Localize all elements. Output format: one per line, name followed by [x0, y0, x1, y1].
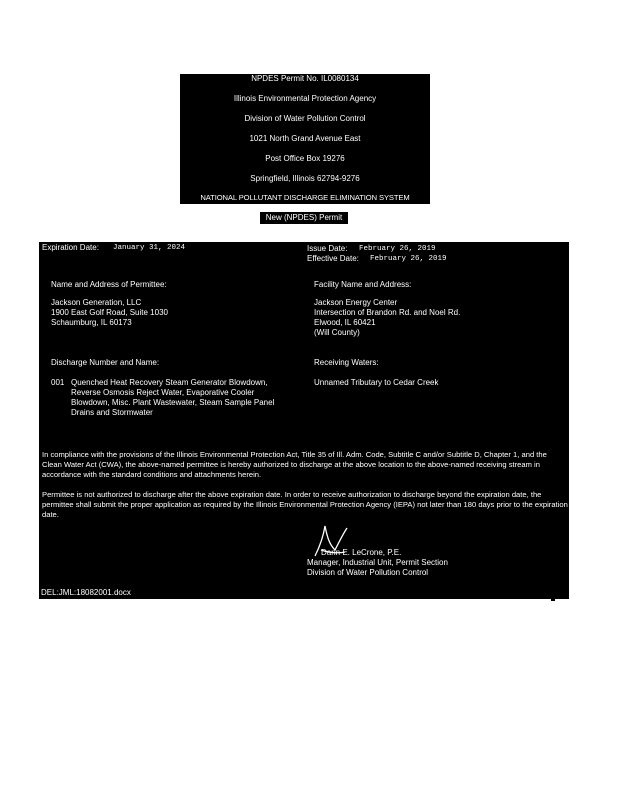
- facility-name: Jackson Energy Center: [314, 298, 398, 307]
- permit-number: NPDES Permit No. IL0080134: [251, 74, 359, 83]
- permit-body-block: [39, 242, 569, 599]
- permit-header-block: [180, 74, 430, 204]
- permit-type-label: New (NPDES) Permit: [260, 212, 348, 224]
- receiving-heading: Receiving Waters:: [314, 358, 379, 367]
- document-reference: DEL:JML:18082001.docx: [41, 588, 131, 597]
- permittee-heading: Name and Address of Permittee:: [51, 280, 167, 289]
- receiving-waters-value: Unnamed Tributary to Cedar Creek: [314, 378, 439, 387]
- facility-city: Elwood, IL 60421: [314, 318, 376, 327]
- discharge-number: 001: [51, 378, 65, 387]
- permittee-street: 1900 East Golf Road, Suite 1030: [51, 308, 168, 317]
- signer-name: Darin E. LeCrone, P.E.: [321, 548, 402, 557]
- expiration-date-label: Expiration Date:: [42, 243, 99, 252]
- permittee-name: Jackson Generation, LLC: [51, 298, 142, 307]
- agency-name: Illinois Environmental Protection Agency: [233, 94, 377, 103]
- signer-division: Division of Water Pollution Control: [307, 568, 429, 577]
- page-corner-mark: [551, 597, 555, 601]
- issue-date-label: Issue Date:: [307, 244, 348, 253]
- issue-date-value: February 26, 2019: [359, 245, 436, 253]
- discharge-description-line: Drains and Stormwater: [71, 408, 153, 417]
- discharge-description-line: Quenched Heat Recovery Steam Generator Blowdown,: [71, 378, 268, 387]
- agency-city: Springfield, Illinois 62794-9276: [250, 174, 360, 183]
- facility-heading: Facility Name and Address:: [314, 280, 412, 289]
- compliance-paragraph: In compliance with the provisions of the Illinois Environmental Protection Act, Title 35 of Ill. Adm. Code, Subtitle C and/or Subtitle D, Chapter 1, and the Clean Water Act (CWA), the above-named permittee is hereby authorized to discharge at the above location to the above-named receiving stream in accordance with the standard conditions and attachments herein.: [42, 450, 547, 479]
- signer-title: Manager, Industrial Unit, Permit Section: [307, 558, 448, 567]
- agency-po-box: Post Office Box 19276: [265, 154, 345, 163]
- division-name: Division of Water Pollution Control: [244, 114, 366, 123]
- discharge-description-line: Blowdown, Misc. Plant Wastewater, Steam Sample Panel: [71, 398, 275, 407]
- discharge-description-line: Reverse Osmosis Reject Water, Evaporative Cooler: [71, 388, 255, 397]
- system-title: NATIONAL POLLUTANT DISCHARGE ELIMINATION SYSTEM: [200, 193, 410, 202]
- authorization-paragraph: Permittee is not authorized to discharge after the above expiration date. In order to receive authorization to discharge beyond the expiration date, the permittee shall submit the proper application as required by the Illinois Environmental Protection Agency (IEPA) not later than 180 days prior to the expiration date.: [42, 490, 568, 519]
- permittee-city: Schaumburg, IL 60173: [51, 318, 132, 327]
- facility-location: Intersection of Brandon Rd. and Noel Rd.: [314, 308, 461, 317]
- agency-street: 1021 North Grand Avenue East: [249, 134, 361, 143]
- expiration-date-value: January 31, 2024: [113, 244, 186, 252]
- discharge-heading: Discharge Number and Name:: [51, 358, 160, 367]
- facility-county: (Will County): [314, 328, 360, 337]
- effective-date-value: February 26, 2019: [370, 255, 447, 263]
- effective-date-label: Effective Date:: [307, 254, 359, 263]
